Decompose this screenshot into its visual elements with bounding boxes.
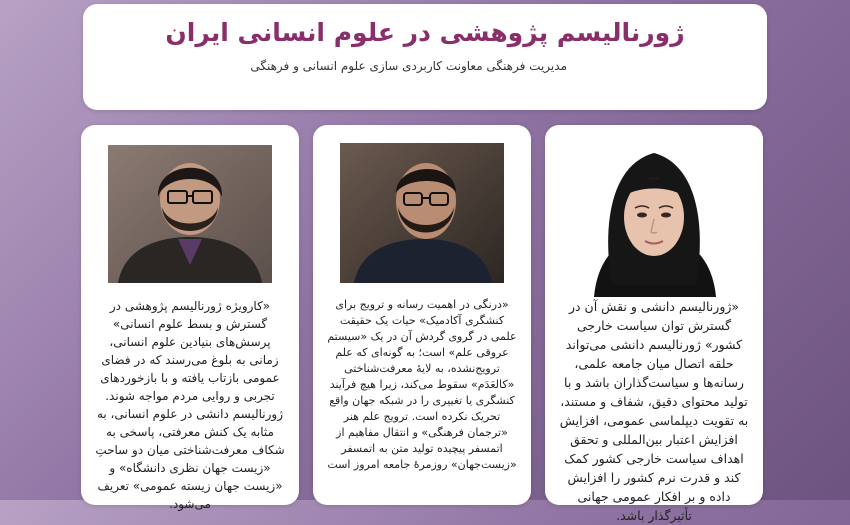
page-title: ژورنالیسم پژوهشی در علوم انسانی ایران [165,18,685,47]
card-middle-text: «درنگی در اهمیت رسانه و ترویج برای کنشگری آکادمیک» حیات یک حقیقت علمی در گروی گردش آن در یک «سیستم عروقی علم» است؛ به گونه‌ای که علم ترویج‌نشده، به لایۀ معرفت‌شناختی «کالعَدَم» سقوط می‌کند، زیرا هیچ فرآیند کنشگری یا تغییری را در شبکه جهان واقع تحریک نکرده است. ترویج علم هنر «ترجمان فرهنگی» و انتقال مفاهیم از اتمسفر پیچیده تولید متن به اتمسفر «زیست‌جهان» روزمرۀ جامعه امروز است [327,298,517,471]
card-left-text: «کارویژه ژورنالیسم پژوهشی در گسترش و بسط علوم انسانی» پرسش‌های بنیادین علوم انسانی، زمانی به بلوغ می‌رسند که در فضای عمومی بازتاب یافته و با بازخوردهای تجربی و روایی مردم مواجه شوند. ژورنالیسم دانشی در علوم انسانی، به مثابه یک کنش معرفتی، پاسخی به شکاف معرفت‌شناختی میان دو ساحتِ «زیست جهان نظری دانشگاه» و «زیست جهان زیسته عمومی» تعریف می‌شود. [95,299,285,511]
header-panel [83,4,767,110]
profile-card-middle [313,125,531,505]
profile-card-right [545,125,763,523]
profile-card-left [81,125,299,511]
page-subtitle: مدیریت فرهنگی معاونت کاربردی سازی علوم انسانی و فرهنگی [250,59,567,73]
profile-photo-woman [572,135,736,297]
card-right-text: «ژورنالیسم دانشی و نقش آن در گسترش توان سیاست خارجی کشور» ژورنالیسم دانشی می‌تواند حلقه اتصال میان جامعه علمی، رسانه‌ها و سیاست‌گذاران باشد و با تولید محتوای دقیق، شفاف و مستند، به تقویت دیپلماسی عمومی، افزایش افزایش اعتبار بین‌المللی و تحقق اهداف سیاست خارجی کشور کمک کند و قدرت نرم کشور را افزایش داده و بر افکار عمومی جهانی تأثیرگذار باشد. [559,299,749,523]
profile-photo-man-middle [340,143,504,283]
profile-photo-man-left [108,145,272,283]
